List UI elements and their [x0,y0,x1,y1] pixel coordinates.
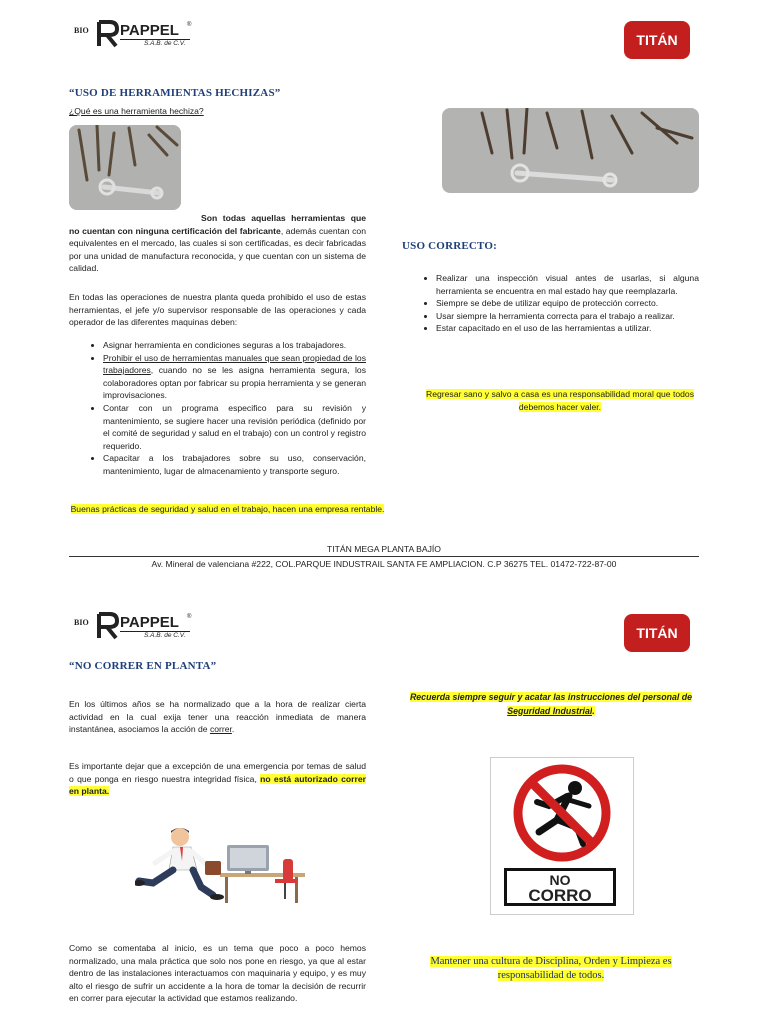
no-running-icon [497,762,627,864]
logo-reg-mark: ® [187,614,192,620]
bio-pappel-logo [72,612,197,642]
list-item: • Realizar una inspección visual antes de usarlas, si alguna herramienta se encuentra en mal estado hay que reemplazarla. [436,272,699,297]
uso-correcto-list [420,272,699,335]
page-title-herramientas: “USO DE HERRAMIENTAS HECHIZAS” [69,87,281,99]
running-intro-end: . [231,724,235,735]
running-intro-paragraph [69,698,366,736]
sign-line-no: NO [549,872,571,888]
tools-photo-left [69,125,181,210]
logo-pappel-text: PAPPEL [120,22,179,39]
highlight-responsibility-text: Regresar sano y salvo a casa es una responsabilidad moral que todos debemos hacer valer. [426,389,694,412]
operations-paragraph: En todas las operaciones de nuestra planta queda prohibido el uso de estas herramientas, el jefe y/o supervisor responsable de las operaciones y cada operador de las diferentes maquinas deben: [69,292,366,328]
definition-bold: Son todas aquellas herramientas que no cuentan con ninguna certificación del fabricante [69,213,366,236]
highlight-culture [404,955,698,983]
page-title-no-correr: “NO CORRER EN PLANTA” [69,660,217,672]
highlight-culture-text: Mantener una cultura de Disciplina, Orden y Limpieza es responsabilidad de todos. [430,956,672,981]
pappel-r-icon [96,612,120,640]
no-corro-sign [490,757,634,915]
question-heading: ¿Qué es una herramienta hechiza? [69,106,204,116]
highlight-security-text: Recuerda siempre seguir y acatar las instrucciones del personal de [409,692,693,702]
highlight-security-end: . [592,705,595,716]
list-item: • Capacitar a los trabajadores sobre su uso, conservación, mantenimiento, lugar de almacenamiento y transporte seguro. [103,452,366,477]
highlight-good-practices [69,503,386,516]
running-intro-underlined: correr [209,724,232,735]
highlight-security-underlined: Seguridad Industrial [507,705,593,716]
emergency-highlight: no está autorizado correr en planta. [69,773,366,797]
logo-bio-text: BIO [74,26,89,35]
running-worker-illustration [135,825,310,905]
bio-pappel-logo [72,20,197,50]
responsibilities-list [85,339,366,478]
titan-logo [624,21,690,59]
list-item: • Asignar herramienta en condiciones seguras a los trabajadores. [103,339,366,352]
logo-sab-text: S.A.B. de C.V. [144,40,186,47]
logo-pappel-text: PAPPEL [120,614,179,631]
definition-rest: , además cuentan con equivalentes en el mercado, las cuales si son certificadas, es decir fabricadas por una unidad de manufactura reconocida, y que cuentan con un sistema de calidad. [69,225,366,274]
footer-divider [69,556,699,557]
logo-sab-text: S.A.B. de C.V. [144,632,186,639]
list-item-rest: , cuando no se les asigna herramienta segura, los colaboradores optan por fabricar su propia herramienta y se generan improvisaciones. [103,365,366,401]
titan-logo [624,614,690,652]
list-item: • Estar capacitado en el uso de las herramientas a utilizar. [436,322,699,335]
titan-logo-text: TITÁN [636,32,678,48]
list-item: • Siempre se debe de utilizar equipo de protección correcto. [436,297,699,310]
highlight-security-instructions [400,691,702,718]
risk-paragraph: Como se comentaba al inicio, es un tema que poco a poco hemos normalizado, una mala práctica que solo nos pone en riesgo, ya que al estar dentro de las instalaciones interactuamos con maquinaria y equipo, y es muy alto el riesgo de sufrir un accidente a la hora de tomar la decisión de recurrir en correr para ejecutar la actividad que estamos realizando. [69,943,366,1004]
list-item [103,352,366,402]
tools-photo-right [442,108,699,193]
definition-paragraph [69,212,366,275]
highlight-responsibility [418,388,702,413]
pappel-r-icon [96,20,120,48]
no-corro-label-box [504,868,616,906]
logo-reg-mark: ® [187,22,192,28]
footer-address: Av. Mineral de valenciana #222, COL.PARQUE INDUSTRAIL SANTA FE AMPLIACION. C.P 36275 TEL. 01472-722-87-00 [151,559,617,569]
titan-logo-text: TITÁN [636,625,678,641]
logo-bio-text: BIO [74,618,89,627]
highlight-good-practices-text: Buenas prácticas de seguridad y salud en el trabajo, hacen una empresa rentable. [70,504,385,514]
list-item: • Usar siempre la herramienta correcta para el trabajo a realizar. [436,310,699,323]
uso-correcto-heading: USO CORRECTO: [402,240,497,252]
emergency-text: Es importante dejar que a excepción de una emergencia por temas de salud o que ponga en riesgo nuestra integridad física, [69,761,366,784]
list-item-underlined: Prohibir el uso de herramientas manuales que sean propiedad de los trabajadores [103,352,366,376]
footer-title: TITÁN MEGA PLANTA BAJÍO [327,544,441,554]
list-item: • Contar con un programa especifico para su revisión y mantenimiento, se sugiere hacer una revisión periódica (definido por el comité de seguridad y salud en el trabajo) con un control y registro requerido. [103,402,366,452]
sign-line-corro: CORRO [528,886,592,905]
running-intro-text: En los últimos años se ha normalizado que a la hora de realizar cierta actividad en la cual exija tener una reacción inmediata de manera instantánea, asociamos la acción de [69,699,366,735]
emergency-paragraph [69,760,366,798]
